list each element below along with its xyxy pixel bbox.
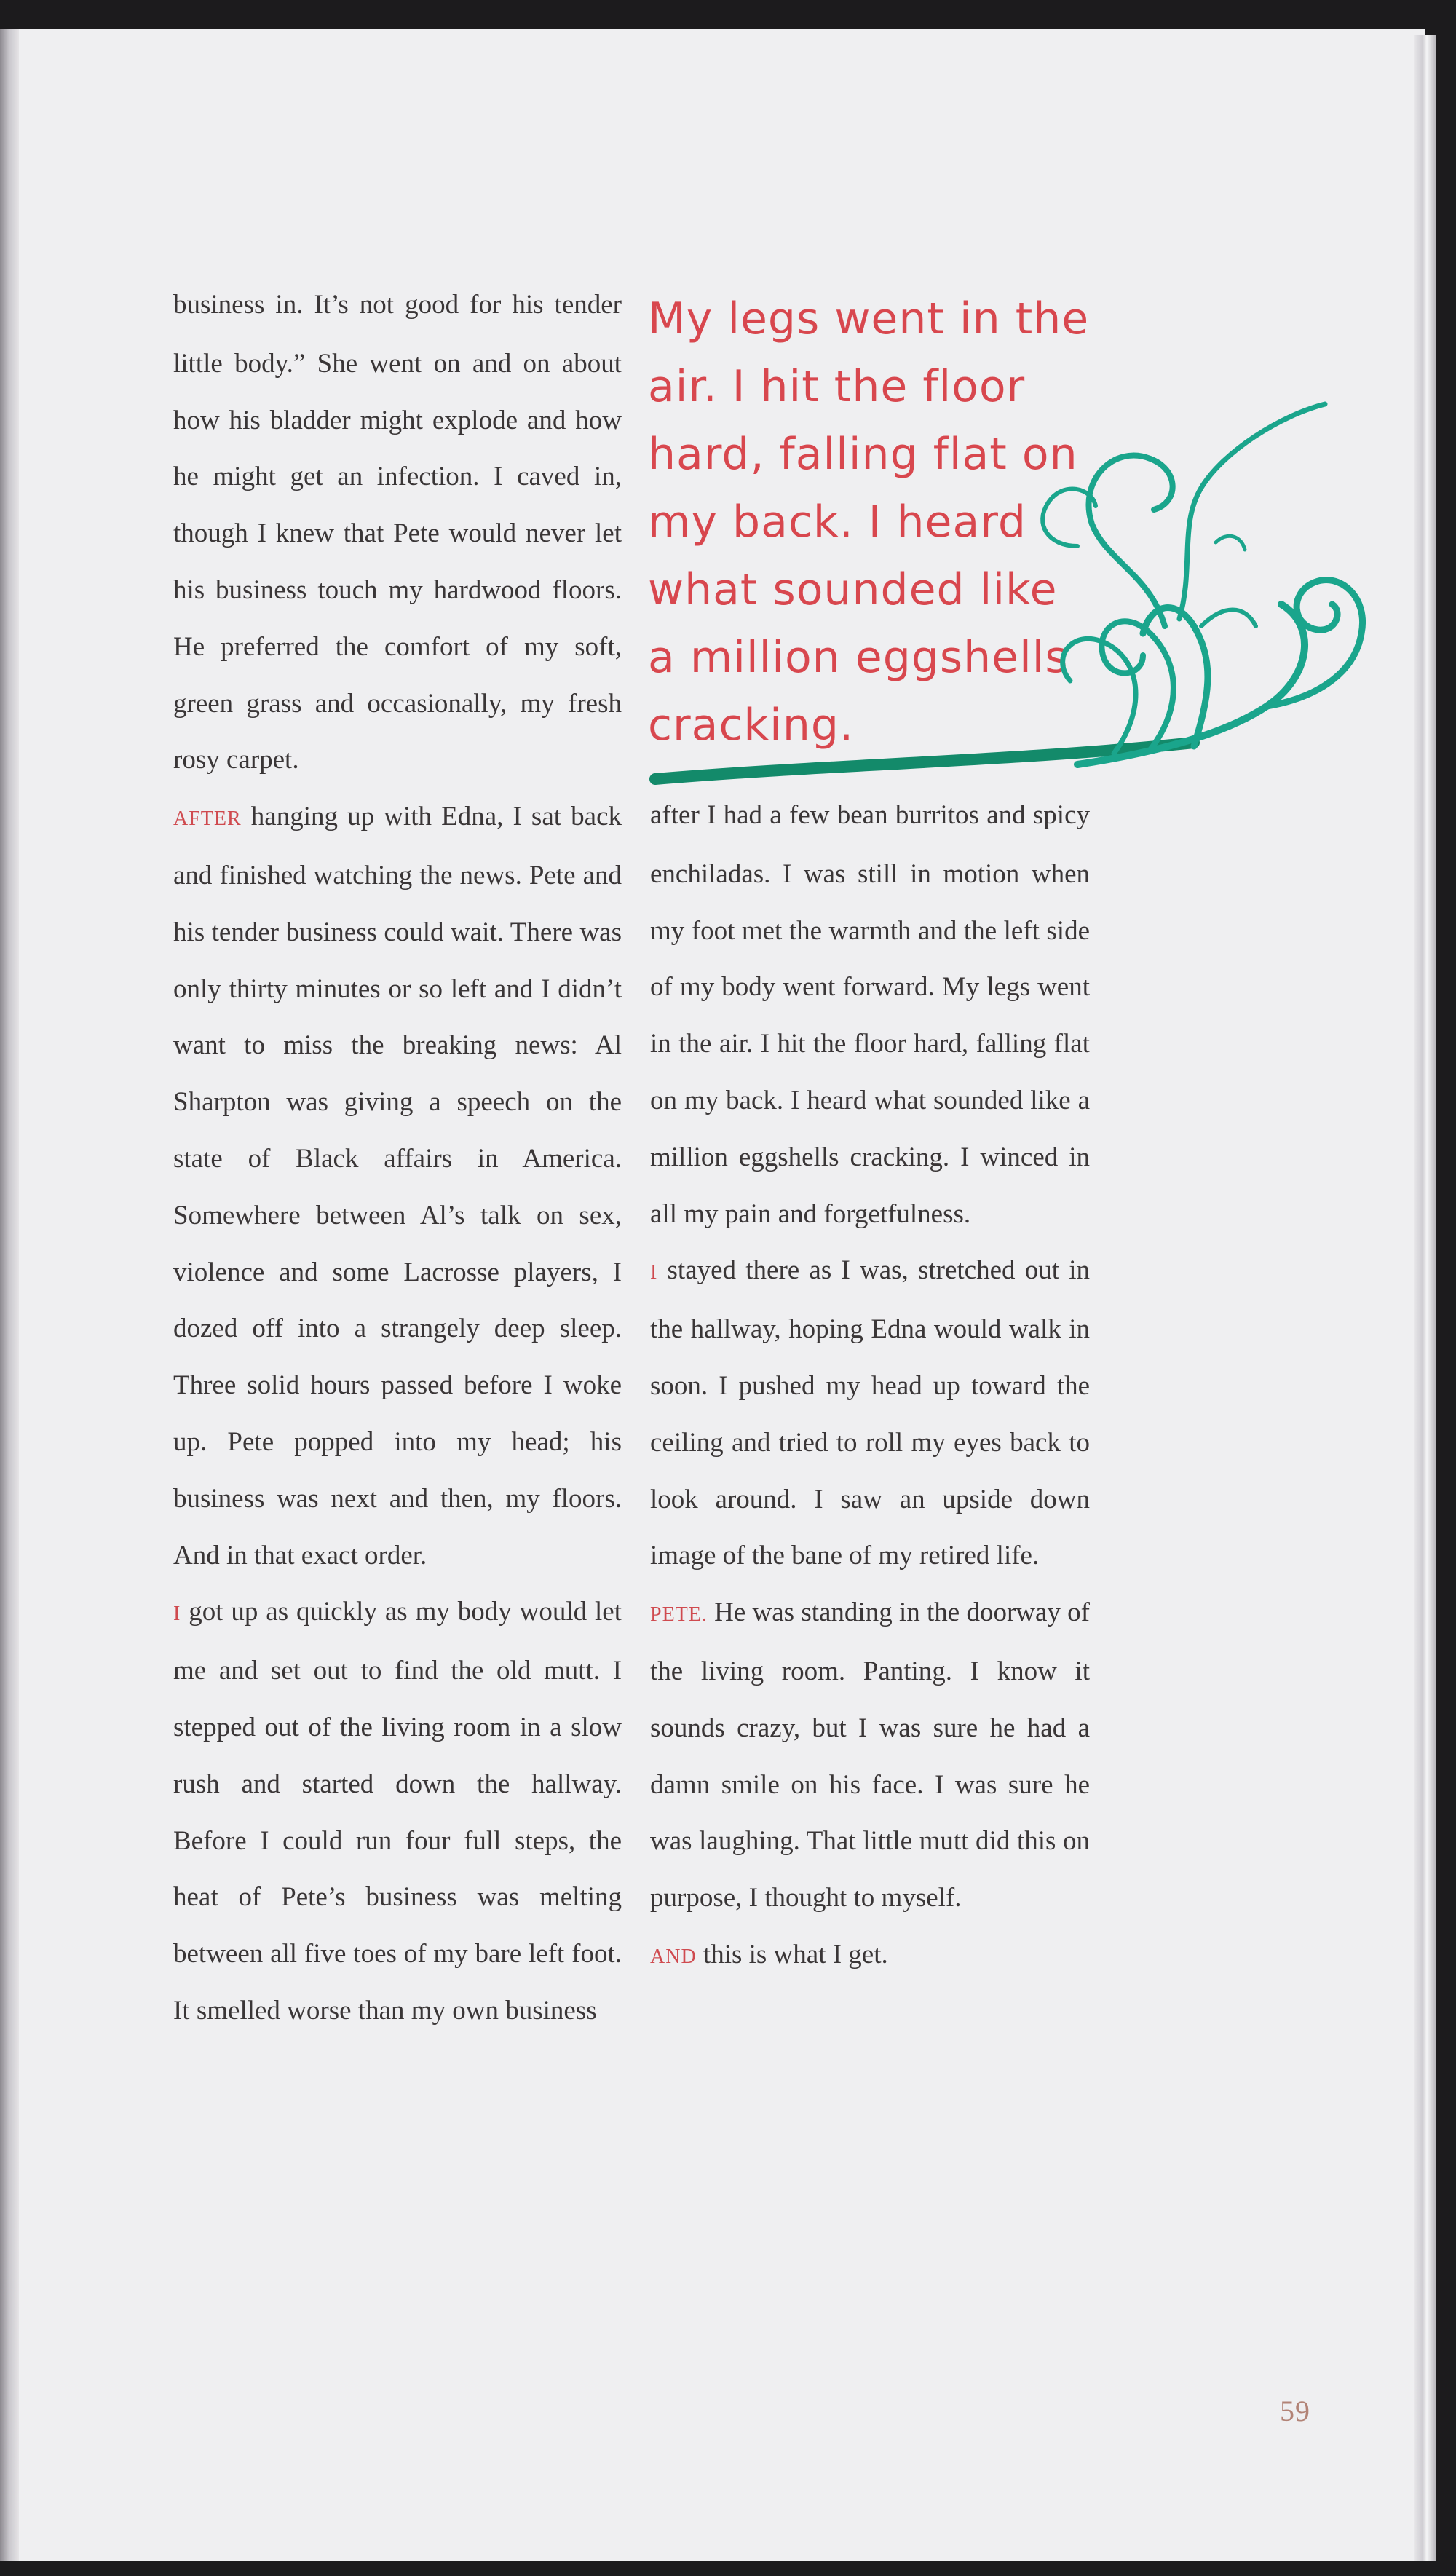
- pull-quote-line: what sounded like: [648, 564, 1058, 615]
- decorative-flourish-icon: [641, 386, 1383, 794]
- paragraph: [173, 277, 622, 789]
- page-number: 59: [1280, 2395, 1310, 2427]
- paragraph: [173, 789, 622, 1584]
- paragraph-text: got up as quickly as my body would let me and set out to find the old mutt. I stepped out of the living room in a slow rush and started down the hallway. Before I could run four full steps, the heat of Pete’s business was melting between all five toes of my bare left foot. It smelled worse than my own business: [173, 1597, 622, 2026]
- paragraph-text: stayed there as I was, stretched out in the hallway, hoping Edna would walk in soon. I pushed my head up toward the ceiling and tried to roll my eyes back to look around. I saw an upside down image of the bane of my retired life.: [650, 1255, 1090, 1571]
- paragraph: [650, 787, 1090, 1242]
- pull-quote-line: cracking.: [648, 700, 855, 751]
- paragraph: [650, 1242, 1090, 1584]
- right-text-column: [650, 787, 1090, 1986]
- paragraph-text: He was standing in the doorway of the living room. Panting. I know it sounds crazy, but I was sure he had a damn smile on his face. I was sure he was laughing. That little mutt did this on purpose, I thought to myself.: [650, 1597, 1090, 1913]
- pull-quote-line: a million eggshells: [648, 632, 1069, 683]
- page-gutter-shadow: [0, 29, 20, 2561]
- paragraph: [173, 1584, 622, 2039]
- left-text-column: [173, 277, 622, 2039]
- paragraph-text: after I had a few bean burritos and spicy enchiladas. I was still in motion when my foot met the warmth and the left side of my body went forward. My legs went in the air. I hit the floor hard, falling flat on my back. I heard what sounded like a million eggshells cracking. I winced in all my pain and forgetfulness.: [650, 800, 1090, 1229]
- pull-quote-line: hard, falling flat on: [648, 429, 1078, 480]
- paragraph-lead-word: AFTER: [173, 807, 242, 831]
- paragraph-text: business in. It’s not good for his tender little body.” She went on and on about how his bladder might explode and how he might get an infection. I caved in, though I knew that Pete would never let his business touch my hardwood floors. He preferred the comfort of my soft, green grass and occasionally, my fresh rosy carpet.: [173, 290, 622, 775]
- paragraph: [650, 1927, 1090, 1986]
- paragraph-text: this is what I get.: [696, 1939, 888, 1969]
- pull-quote-line: my back. I heard: [648, 497, 1026, 548]
- paragraph: [650, 1584, 1090, 1927]
- paragraph-lead-word: I: [173, 1603, 181, 1626]
- paragraph-lead-word: AND: [650, 1945, 697, 1968]
- paragraph-lead-word: PETE.: [650, 1603, 708, 1627]
- pull-quote-line: My legs went in the: [648, 293, 1090, 344]
- page-edge: [1414, 35, 1436, 2561]
- paragraph-text: hanging up with Edna, I sat back and finished watching the news. Pete and his tender business could wait. There was only thirty minutes or so left and I didn’t want to miss the breaking news: Al Sharpton was giving a speech on the state of Black affairs in America. Somewhere between Al’s talk on sex, violence and some Lacrosse players, I dozed off into a strangely deep sleep. Three solid hours passed before I woke up. Pete popped into my head; his business was next and then, my floors. And in that exact order.: [173, 802, 622, 1571]
- paragraph-lead-word: I: [650, 1261, 658, 1284]
- pull-quote-line: air. I hit the floor: [648, 361, 1026, 412]
